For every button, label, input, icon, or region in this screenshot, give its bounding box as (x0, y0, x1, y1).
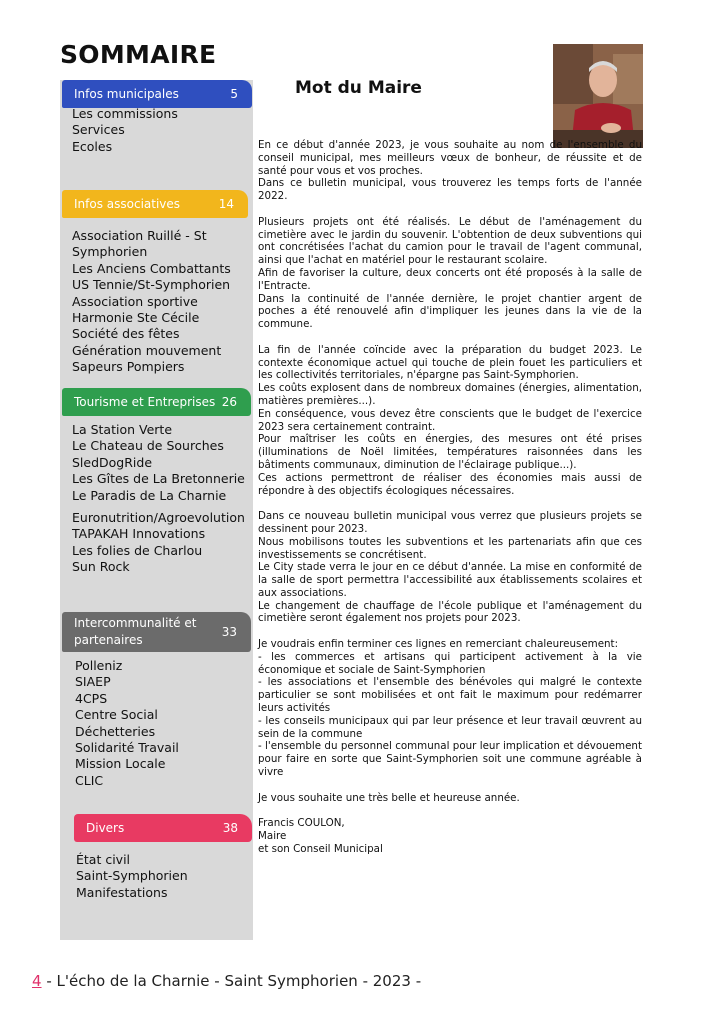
list-item[interactable]: Association sportive (72, 293, 198, 309)
list-item[interactable]: Euronutrition/Agroevolution (72, 510, 245, 526)
section-page-number: 5 (230, 87, 238, 101)
article-paragraph: En ce début d'année 2023, je vous souhaite au nom de l'ensemble du conseil municipal, mes meilleurs vœux de bonheur, de réussite et de santé pour vous et vos proches. (258, 139, 642, 177)
list-item[interactable]: Manifestations (76, 884, 168, 900)
section-label: Intercommunalité et partenaires (74, 616, 197, 647)
section-label: Divers (86, 820, 125, 835)
list-item[interactable]: SledDogRide (72, 454, 153, 470)
list-item[interactable]: Symphorien (72, 244, 148, 260)
article-paragraph: Dans ce nouveau bulletin municipal vous verrez que plusieurs projets se dessinent pour 2023. (258, 510, 642, 535)
footer-text: - L'écho de la Charnie - Saint Symphorien - 2023 - (41, 972, 422, 990)
list-item[interactable]: Saint-Symphorien (76, 868, 188, 884)
list-item[interactable]: Centre Social (75, 707, 158, 723)
article-paragraph: Nous mobilisons toutes les subventions et les partenariats afin que ces investissements se concrétisent. (258, 535, 642, 561)
list-item[interactable]: US Tennie/St-Symphorien (72, 277, 231, 293)
article-body (258, 139, 642, 856)
list-item[interactable]: Polleniz (75, 658, 123, 673)
paragraph-spacer (258, 625, 642, 638)
section-label: Infos municipales (74, 86, 179, 101)
list-item[interactable]: Harmonie Ste Cécile (72, 310, 200, 326)
article-paragraph: Pour maîtriser les coûts en énergies, des mesures ont été prises (illuminations de Noël limitées, températures raisonnées dans les bâtiments communaux, diminution de l'éclairage publique...). (258, 433, 642, 471)
section-items (75, 658, 179, 789)
list-item[interactable]: Association Ruillé - St (72, 228, 207, 243)
article-paragraph: Le City stade verra le jour en ce début d'année. La mise en conformité de la salle de sport permettra l'accessibilité aux établissements scolaires et aux associations. (258, 561, 642, 599)
article-paragraph: - les associations et l'ensemble des bénévoles qui malgré le contexte particulier se sont mobilisées et ont fait le maximum pour redémarrer leurs activités (258, 676, 642, 715)
article-paragraph: Plusieurs projets ont été réalisés. Le début de l'aménagement du cimetière avec le jardin du souvenir. L'obtention de deux subventions qui ont concrétisées l'achat du camion pour le travail de l'agent communal, ainsi que l'achat en matériel pour le restaurant scolaire. (258, 215, 642, 267)
article-paragraph: La fin de l'année coïncide avec la préparation du budget 2023. Le contexte économique actuel qui touche de plein fouet les particuliers et les collectivités territoriales, n'épargne pas Saint-Symphorien. (258, 343, 642, 382)
paragraph-spacer (258, 497, 642, 510)
list-item[interactable]: SIAEP (75, 674, 111, 690)
list-item[interactable]: Les commissions (72, 106, 178, 121)
paragraph-spacer (258, 203, 642, 216)
section-page-number: 38 (222, 821, 238, 835)
list-item[interactable]: Le Paradis de La Charnie (72, 487, 227, 503)
article-paragraph: Maire (258, 830, 287, 843)
article-paragraph: Dans ce bulletin municipal, vous trouverez les temps forts de l'année 2022. (258, 177, 642, 203)
article-paragraph: - l'ensemble du personnel communal pour leur implication et dévouement pour faire en sorte que Saint-Symphorien soit une commune agréable à vivre (258, 740, 642, 779)
article-paragraph: Afin de favoriser la culture, deux concerts ont été proposés à la salle de l'Entracte. (258, 266, 642, 292)
article-title: Mot du Maire (295, 78, 422, 98)
list-item[interactable]: Services (72, 122, 125, 138)
article-paragraph: Ces actions permettront de réaliser des économies mais aussi de répondre à des objectifs écologiques nécessaires. (258, 471, 642, 497)
section-items (72, 228, 231, 376)
paragraph-spacer (258, 804, 642, 817)
article-paragraph: - les commerces et artisans qui participent activement à la vie économique et sociale de Saint-Symphorien (258, 650, 642, 676)
list-item[interactable]: Le Chateau de Sourches (72, 438, 224, 454)
mayor-photo (553, 44, 643, 148)
article-paragraph: Les coûts explosent dans de nombreux domaines (énergies, alimentation, matières premières...). (258, 382, 642, 407)
list-item[interactable]: TAPAKAH Innovations (72, 526, 206, 542)
article-paragraph: En conséquence, vous devez être conscients que le budget de l'exercice 2023 sera certainement contraint. (258, 407, 642, 433)
list-item[interactable]: Les folies de Charlou (72, 542, 203, 558)
list-item[interactable]: Solidarité Travail (75, 740, 179, 756)
section-items (72, 106, 178, 155)
list-item[interactable]: Mission Locale (75, 756, 166, 772)
section-page-number: 33 (221, 625, 237, 639)
page-title: SOMMAIRE (60, 40, 217, 69)
list-item[interactable]: La Station Verte (72, 422, 173, 437)
list-item[interactable]: Génération mouvement (72, 342, 222, 358)
list-item[interactable]: Les Anciens Combattants (72, 260, 231, 276)
article-paragraph: et son Conseil Municipal (258, 842, 383, 855)
list-item[interactable]: Déchetteries (75, 723, 156, 739)
paragraph-spacer (258, 779, 642, 792)
list-item[interactable]: Société des fêtes (72, 326, 180, 342)
section-items (76, 852, 188, 901)
section-label: Infos associatives (74, 196, 181, 211)
section-page-number: 14 (218, 197, 234, 211)
article-paragraph: Le changement de chauffage de l'école publique et l'aménagement du cimetière seront également nos projets pour 2023. (258, 599, 642, 625)
list-item[interactable]: Sapeurs Pompiers (72, 359, 185, 375)
section-header[interactable] (74, 814, 252, 842)
section-items (72, 422, 245, 576)
section-header[interactable] (62, 612, 251, 652)
article-paragraph: - les conseils municipaux qui par leur présence et leur travail œuvrent au sein de la commune (258, 714, 642, 740)
article-paragraph: Je voudrais enfin terminer ces lignes en remerciant chaleureusement: (258, 638, 619, 651)
section-label: Tourisme et Entreprises (74, 394, 216, 409)
paragraph-spacer (258, 331, 642, 344)
section-header[interactable] (62, 190, 248, 218)
page-footer (32, 972, 421, 990)
list-item[interactable]: État civil (76, 852, 131, 867)
list-item[interactable]: CLIC (75, 772, 104, 788)
list-item[interactable]: Ecoles (72, 138, 113, 154)
section-header[interactable] (62, 388, 251, 416)
article-paragraph: Je vous souhaite une très belle et heureuse année. (258, 791, 520, 804)
list-item[interactable]: Les Gîtes de La Bretonnerie (72, 471, 245, 487)
list-item[interactable]: Sun Rock (72, 559, 130, 575)
article-paragraph: Francis COULON, (258, 817, 345, 830)
list-item[interactable]: 4CPS (75, 690, 108, 706)
article-paragraph: Dans la continuité de l'année dernière, le projet chantier argent de poches a été renouvelé afin d'impliquer les jeunes dans la vie de la commune. (258, 292, 642, 331)
section-page-number: 26 (221, 395, 237, 409)
page-number: 4 (32, 972, 42, 990)
section-header[interactable] (62, 80, 252, 108)
